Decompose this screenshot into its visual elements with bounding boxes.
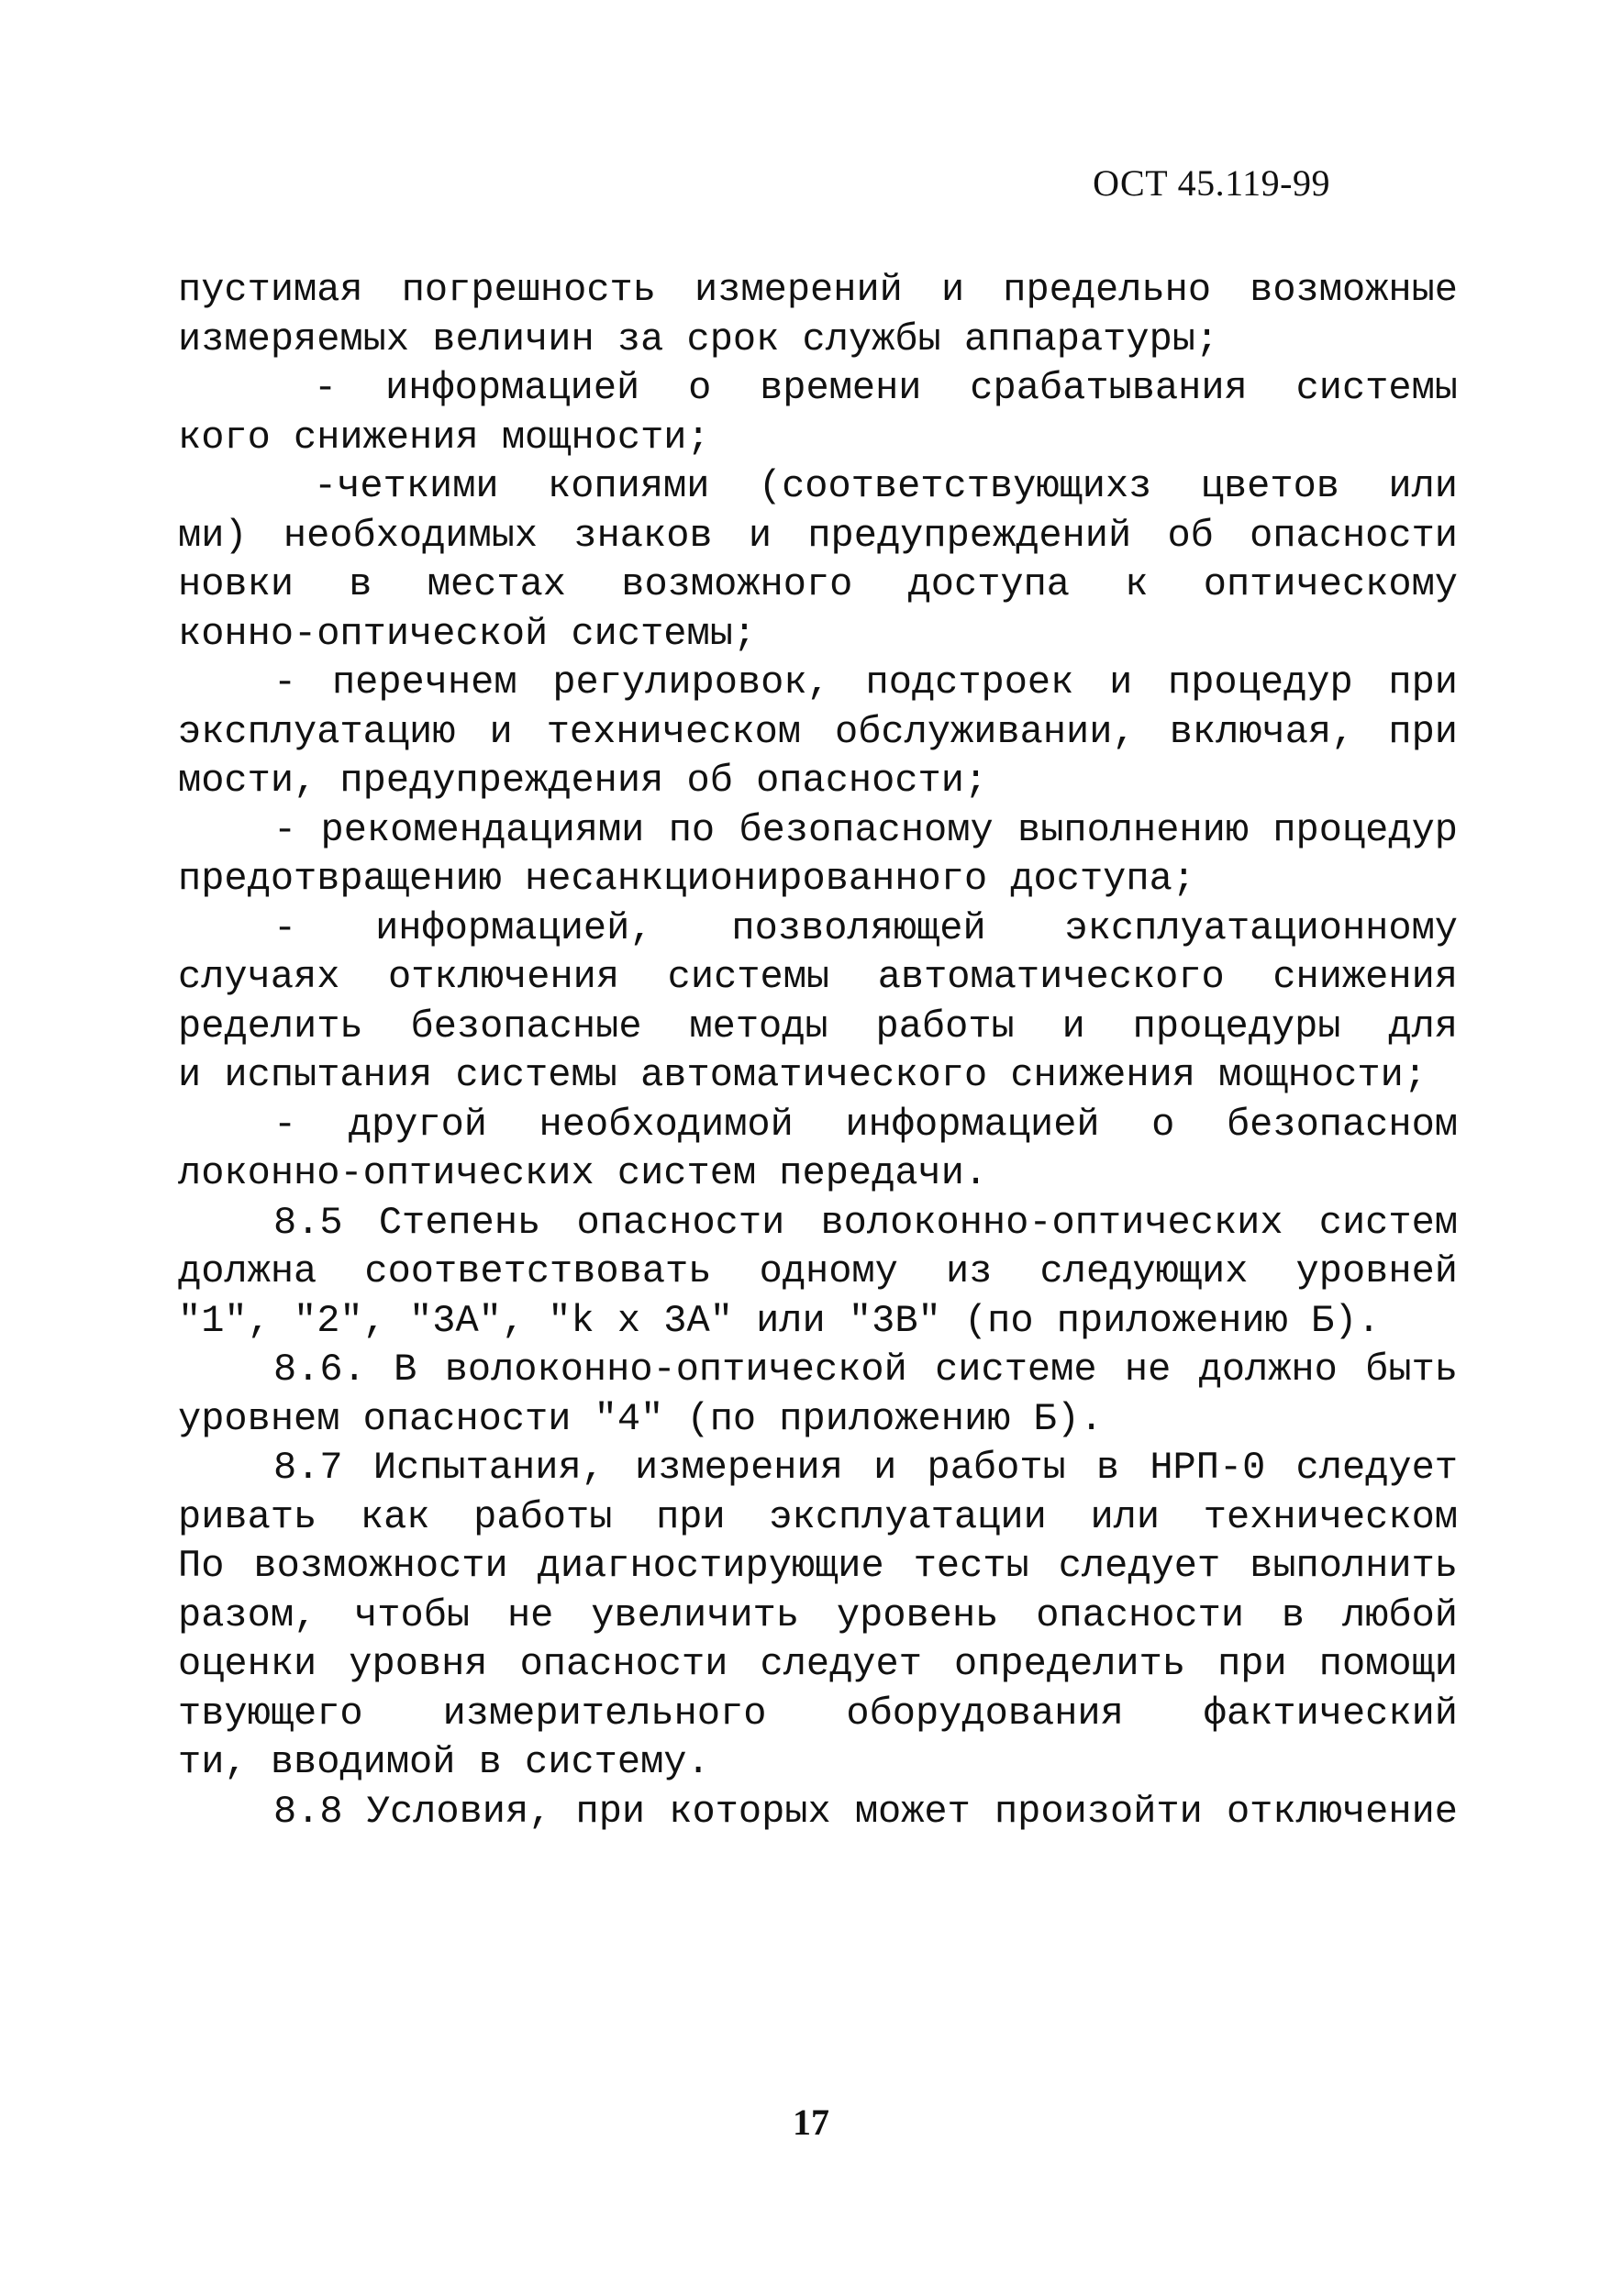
text-line: 8.7 Испытания, измерения и работы в НРП-0 следует	[273, 1446, 1458, 1490]
text-line: ривать как работы при эксплуатации или техническом	[178, 1494, 1458, 1539]
text-line: ми) необходимых знаков и предупреждений об опасности	[178, 513, 1458, 558]
text-line: - другой необходимой информацией о безопасном	[273, 1102, 1458, 1147]
text-line: - информацией о времени срабатывания системы	[314, 366, 1458, 410]
text-line: - рекомендациями по безопасному выполнению процедур	[273, 807, 1458, 852]
text-line: - информацией, позволяющей эксплуатационному	[273, 905, 1458, 950]
text-line: По возможности диагностирующие тесты следует выполнить	[178, 1544, 1458, 1588]
text-line: пустимая погрешность измерений и предельно возможные	[178, 268, 1458, 312]
text-line: "1", "2", "3А", "k х 3А" или "3В" (по приложению Б).	[178, 1298, 1381, 1343]
text-line: предотвращению несанкционированного доступа;	[178, 857, 1195, 901]
text-line: 8.5 Степень опасности волоконно-оптических систем	[273, 1200, 1458, 1245]
text-line: конно-оптической системы;	[178, 611, 757, 656]
text-line: кого снижения мощности;	[178, 415, 710, 460]
text-line: и испытания системы автоматического снижения мощности;	[178, 1053, 1428, 1097]
text-line: ределить безопасные методы работы и процедуры для	[178, 1004, 1458, 1048]
text-line: должна соответствовать одному из следующих уровней	[178, 1249, 1458, 1293]
text-line: -четкими копиями (соответствующихз цветов или	[314, 464, 1458, 508]
text-line: - перечнем регулировок, подстроек и процедур при	[273, 660, 1458, 704]
text-line: измеряемых величин за срок службы аппаратуры;	[178, 316, 1219, 361]
document-body	[178, 266, 1458, 1836]
text-line: эксплуатацию и техническом обслуживании, включая, при	[178, 709, 1458, 754]
text-line: уровнем опасности "4" (по приложению Б).	[178, 1396, 1104, 1441]
page-number: 17	[793, 2102, 829, 2143]
text-line: локонно-оптических систем передачи.	[178, 1151, 988, 1195]
text-line: мости, предупреждения об опасности;	[178, 759, 988, 803]
text-line: оценки уровня опасности следует определить при помощи	[178, 1642, 1458, 1686]
text-line: твующего измерительного оборудования фактический	[178, 1691, 1458, 1736]
text-line: 8.6. В волоконно-оптической системе не должно быть	[273, 1348, 1458, 1392]
document-code: ОСТ 45.119-99	[1093, 162, 1330, 204]
text-line: случаях отключения системы автоматического снижения	[178, 955, 1458, 999]
text-line: 8.8 Условия, при которых может произойти отключение	[273, 1789, 1458, 1834]
text-line: ти, вводимой в систему.	[178, 1740, 710, 1784]
text-line: разом, чтобы не увеличить уровень опасности в любой	[178, 1592, 1458, 1637]
text-line: новки в местах возможного доступа к оптическому	[178, 562, 1458, 606]
